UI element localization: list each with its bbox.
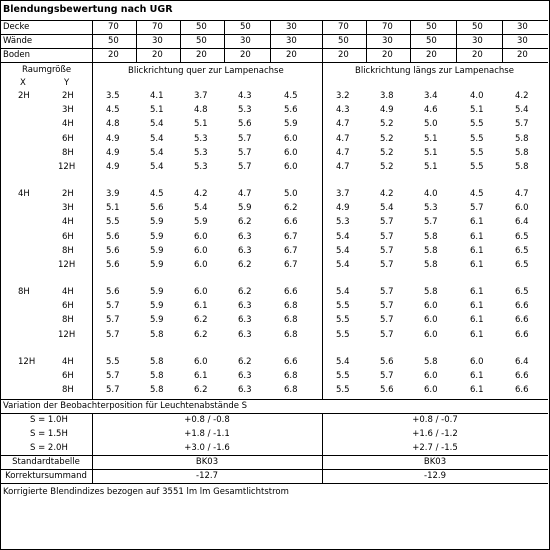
reflectance-value: 20 [196, 50, 207, 60]
x-axis-label: X [20, 78, 26, 88]
reflectance-value: 20 [286, 50, 297, 60]
reflectance-value: 30 [472, 36, 483, 46]
row-y-label: 6H [62, 301, 74, 311]
reflectance-value: 20 [108, 50, 119, 60]
ugr-value: 6.7 [284, 260, 298, 270]
ugr-value: 5.6 [380, 357, 394, 367]
ugr-value: 5.7 [380, 301, 394, 311]
ugr-value: 6.1 [470, 246, 484, 256]
ugr-value: 4.7 [238, 189, 252, 199]
ugr-value: 6.8 [284, 371, 298, 381]
ugr-value: 4.2 [515, 91, 529, 101]
ugr-value: 5.3 [238, 105, 252, 115]
ugr-value: 5.8 [515, 148, 529, 158]
h-rule [0, 62, 548, 63]
ugr-value: 5.3 [336, 217, 350, 227]
row-y-label: 3H [62, 105, 74, 115]
ugr-value: 5.6 [284, 105, 298, 115]
ugr-value: 5.8 [424, 357, 438, 367]
ugr-value: 5.8 [424, 246, 438, 256]
ugr-value: 6.0 [194, 260, 208, 270]
ugr-value: 5.7 [380, 287, 394, 297]
row-y-label: 4H [62, 119, 74, 129]
ugr-value: 4.7 [336, 134, 350, 144]
ugr-value: 6.0 [284, 148, 298, 158]
reflectance-label: Decke [3, 22, 30, 32]
ugr-value: 3.2 [336, 91, 350, 101]
ugr-value: 6.5 [515, 287, 529, 297]
ugr-value: 5.5 [470, 162, 484, 172]
reflectance-value: 30 [382, 36, 393, 46]
h-rule [0, 399, 548, 400]
ugr-value: 5.9 [238, 203, 252, 213]
v-rule [322, 20, 323, 399]
reflectance-value: 50 [196, 36, 207, 46]
v-rule [410, 20, 411, 62]
ugr-value: 5.1 [106, 203, 120, 213]
ugr-value: 5.5 [336, 301, 350, 311]
ugr-value: 6.0 [424, 315, 438, 325]
ugr-value: 5.7 [106, 330, 120, 340]
room-size-label: Raumgröße [22, 65, 72, 75]
direction-along-header: Blickrichtung längs zur Lampenachse [355, 66, 514, 76]
ugr-value: 4.3 [238, 91, 252, 101]
ugr-value: 4.9 [380, 105, 394, 115]
ugr-value: 5.8 [150, 371, 164, 381]
reflectance-value: 20 [338, 50, 349, 60]
ugr-value: 5.3 [194, 134, 208, 144]
ugr-value: 3.9 [106, 189, 120, 199]
ugr-value: 5.7 [238, 148, 252, 158]
ugr-value: 5.7 [380, 217, 394, 227]
ugr-value: 6.0 [194, 287, 208, 297]
ugr-value: 6.5 [515, 246, 529, 256]
ugr-value: 5.7 [515, 119, 529, 129]
ugr-value: 5.7 [380, 371, 394, 381]
ugr-value: 6.0 [194, 246, 208, 256]
ugr-value: 5.7 [424, 217, 438, 227]
ugr-value: 5.8 [424, 260, 438, 270]
ugr-value: 5.3 [194, 162, 208, 172]
v-rule [366, 20, 367, 62]
reflectance-value: 30 [517, 36, 528, 46]
ugr-value: 5.4 [515, 105, 529, 115]
variation-along: +1.6 / -1.2 [412, 429, 458, 439]
reflectance-value: 20 [240, 50, 251, 60]
ugr-value: 5.7 [106, 315, 120, 325]
ugr-value: 6.2 [194, 315, 208, 325]
ugr-value: 6.7 [284, 246, 298, 256]
footnote: Korrigierte Blendindizes bezogen auf 3551 lm lm Gesamtlichtstrom [3, 487, 289, 497]
ugr-value: 5.1 [424, 134, 438, 144]
variation-label: S = 1.5H [30, 429, 68, 439]
ugr-value: 6.1 [470, 260, 484, 270]
ugr-value: 6.1 [470, 287, 484, 297]
row-y-label: 12H [58, 162, 76, 172]
reflectance-value: 50 [426, 36, 437, 46]
reflectance-value: 70 [108, 22, 119, 32]
row-y-label: 4H [62, 287, 74, 297]
ugr-value: 5.7 [470, 203, 484, 213]
ugr-value: 5.4 [194, 203, 208, 213]
h-rule [0, 483, 548, 484]
ugr-value: 6.2 [194, 385, 208, 395]
ugr-value: 5.6 [106, 232, 120, 242]
ugr-value: 6.0 [194, 232, 208, 242]
ugr-value: 5.8 [515, 134, 529, 144]
ugr-value: 5.1 [424, 162, 438, 172]
row-y-label: 6H [62, 232, 74, 242]
group-x-label: 12H [18, 357, 36, 367]
ugr-value: 5.7 [380, 330, 394, 340]
ugr-value: 5.0 [284, 189, 298, 199]
ugr-value: 4.5 [150, 189, 164, 199]
ugr-value: 5.4 [336, 232, 350, 242]
standard-table-label: Standardtabelle [12, 457, 80, 467]
correction-along: -12.9 [424, 471, 446, 481]
ugr-value: 6.0 [424, 301, 438, 311]
ugr-value: 6.1 [470, 217, 484, 227]
ugr-value: 5.2 [380, 119, 394, 129]
ugr-value: 4.7 [336, 162, 350, 172]
ugr-value: 5.1 [150, 105, 164, 115]
ugr-value: 5.7 [380, 246, 394, 256]
ugr-value: 6.5 [515, 232, 529, 242]
h-rule [0, 413, 548, 414]
group-x-label: 4H [18, 189, 30, 199]
ugr-value: 6.3 [238, 315, 252, 325]
ugr-value: 6.1 [470, 301, 484, 311]
variation-title: Variation der Beobachterposition für Leuchtenabstände S [3, 401, 248, 411]
row-y-label: 4H [62, 357, 74, 367]
ugr-value: 4.7 [336, 148, 350, 158]
ugr-value: 5.7 [380, 232, 394, 242]
ugr-value: 6.2 [238, 287, 252, 297]
ugr-value: 5.1 [470, 105, 484, 115]
ugr-value: 5.9 [284, 119, 298, 129]
ugr-value: 5.6 [238, 119, 252, 129]
ugr-value: 5.6 [380, 385, 394, 395]
v-rule [270, 20, 271, 62]
ugr-value: 3.7 [194, 91, 208, 101]
ugr-value: 6.1 [470, 385, 484, 395]
ugr-value: 5.8 [424, 287, 438, 297]
ugr-value: 6.1 [470, 330, 484, 340]
ugr-value: 5.4 [380, 203, 394, 213]
v-rule [224, 20, 225, 62]
ugr-value: 5.8 [150, 357, 164, 367]
ugr-value: 5.0 [424, 119, 438, 129]
row-y-label: 8H [62, 148, 74, 158]
ugr-value: 5.2 [380, 148, 394, 158]
ugr-value: 6.6 [284, 217, 298, 227]
ugr-value: 6.8 [284, 301, 298, 311]
ugr-value: 6.2 [194, 330, 208, 340]
variation-cross: +3.0 / -1.6 [184, 443, 230, 453]
ugr-value: 6.6 [284, 357, 298, 367]
variation-label: S = 2.0H [30, 443, 68, 453]
ugr-value: 6.2 [284, 203, 298, 213]
reflectance-value: 50 [472, 22, 483, 32]
h-rule [0, 48, 548, 49]
ugr-value: 5.6 [106, 246, 120, 256]
ugr-value: 4.2 [194, 189, 208, 199]
ugr-value: 5.6 [106, 287, 120, 297]
ugr-value: 6.6 [515, 371, 529, 381]
ugr-value: 6.8 [284, 315, 298, 325]
ugr-value: 5.2 [380, 134, 394, 144]
ugr-value: 6.3 [238, 232, 252, 242]
ugr-value: 6.6 [284, 287, 298, 297]
row-y-label: 8H [62, 246, 74, 256]
ugr-value: 5.7 [238, 134, 252, 144]
ugr-value: 5.7 [380, 315, 394, 325]
ugr-value: 5.7 [380, 260, 394, 270]
reflectance-label: Boden [3, 50, 31, 60]
ugr-value: 6.0 [424, 371, 438, 381]
row-y-label: 6H [62, 134, 74, 144]
reflectance-value: 70 [152, 22, 163, 32]
reflectance-value: 30 [286, 36, 297, 46]
ugr-value: 4.8 [106, 119, 120, 129]
standard-table-cross: BK03 [195, 457, 219, 467]
ugr-value: 6.4 [515, 217, 529, 227]
ugr-value: 5.9 [150, 246, 164, 256]
ugr-value: 5.9 [150, 217, 164, 227]
ugr-value: 3.4 [424, 91, 438, 101]
ugr-value: 6.1 [470, 232, 484, 242]
reflectance-value: 20 [152, 50, 163, 60]
ugr-value: 6.1 [194, 371, 208, 381]
standard-table-along: BK03 [423, 457, 447, 467]
ugr-value: 4.5 [106, 105, 120, 115]
ugr-value: 5.4 [150, 134, 164, 144]
row-y-label: 6H [62, 371, 74, 381]
ugr-value: 6.1 [470, 371, 484, 381]
ugr-value: 5.9 [150, 260, 164, 270]
ugr-value: 5.8 [150, 385, 164, 395]
reflectance-value: 50 [338, 36, 349, 46]
row-y-label: 12H [58, 330, 76, 340]
row-y-label: 8H [62, 385, 74, 395]
ugr-value: 5.4 [150, 148, 164, 158]
ugr-value: 5.8 [150, 330, 164, 340]
ugr-value: 5.8 [515, 162, 529, 172]
ugr-value: 5.1 [424, 148, 438, 158]
ugr-value: 5.5 [336, 385, 350, 395]
row-y-label: 4H [62, 217, 74, 227]
ugr-value: 6.5 [515, 260, 529, 270]
ugr-value: 5.9 [194, 217, 208, 227]
ugr-value: 6.0 [424, 330, 438, 340]
ugr-value: 6.2 [238, 260, 252, 270]
reflectance-value: 20 [517, 50, 528, 60]
ugr-value: 5.7 [106, 371, 120, 381]
ugr-value: 6.1 [470, 315, 484, 325]
reflectance-value: 20 [382, 50, 393, 60]
ugr-value: 5.5 [106, 357, 120, 367]
ugr-value: 6.0 [194, 357, 208, 367]
correction-label: Korrektursummand [5, 471, 87, 481]
v-rule [180, 20, 181, 62]
ugr-value: 6.3 [238, 371, 252, 381]
variation-label: S = 1.0H [30, 415, 68, 425]
h-rule [0, 455, 548, 456]
ugr-value: 4.2 [380, 189, 394, 199]
correction-cross: -12.7 [196, 471, 218, 481]
ugr-value: 4.7 [515, 189, 529, 199]
ugr-value: 3.7 [336, 189, 350, 199]
ugr-value: 6.0 [515, 203, 529, 213]
ugr-value: 4.9 [106, 148, 120, 158]
variation-along: +2.7 / -1.5 [412, 443, 458, 453]
group-x-label: 2H [18, 91, 30, 101]
reflectance-label: Wände [3, 36, 33, 46]
ugr-value: 4.6 [424, 105, 438, 115]
ugr-value: 4.0 [470, 91, 484, 101]
ugr-value: 5.4 [336, 246, 350, 256]
reflectance-value: 70 [338, 22, 349, 32]
variation-cross: +0.8 / -0.8 [184, 415, 230, 425]
ugr-value: 4.5 [470, 189, 484, 199]
ugr-value: 6.2 [238, 357, 252, 367]
ugr-value: 4.8 [194, 105, 208, 115]
ugr-value: 5.3 [194, 148, 208, 158]
ugr-value: 5.5 [336, 315, 350, 325]
v-rule [92, 20, 93, 399]
ugr-value: 5.3 [424, 203, 438, 213]
ugr-value: 6.1 [194, 301, 208, 311]
h-rule [0, 34, 548, 35]
ugr-value: 6.2 [238, 217, 252, 227]
ugr-value: 5.4 [150, 119, 164, 129]
reflectance-value: 30 [240, 36, 251, 46]
ugr-value: 6.6 [515, 301, 529, 311]
group-x-label: 8H [18, 287, 30, 297]
ugr-value: 6.4 [515, 357, 529, 367]
ugr-value: 5.5 [336, 371, 350, 381]
variation-cross: +1.8 / -1.1 [184, 429, 230, 439]
ugr-value: 4.3 [336, 105, 350, 115]
ugr-value: 4.5 [284, 91, 298, 101]
direction-cross-header: Blickrichtung quer zur Lampenachse [128, 66, 284, 76]
v-rule [136, 20, 137, 62]
ugr-value: 4.7 [336, 119, 350, 129]
ugr-value: 5.7 [106, 301, 120, 311]
ugr-value: 6.6 [515, 315, 529, 325]
v-rule [502, 20, 503, 62]
ugr-value: 5.7 [106, 385, 120, 395]
reflectance-value: 20 [426, 50, 437, 60]
reflectance-value: 30 [517, 22, 528, 32]
ugr-value: 6.8 [284, 385, 298, 395]
ugr-value: 5.8 [424, 232, 438, 242]
ugr-value: 3.5 [106, 91, 120, 101]
ugr-value: 6.0 [284, 162, 298, 172]
ugr-value: 5.9 [150, 301, 164, 311]
ugr-value: 5.1 [194, 119, 208, 129]
ugr-value: 4.1 [150, 91, 164, 101]
ugr-value: 5.7 [238, 162, 252, 172]
ugr-value: 6.0 [284, 134, 298, 144]
ugr-value: 5.5 [470, 134, 484, 144]
reflectance-value: 50 [196, 22, 207, 32]
row-y-label: 8H [62, 315, 74, 325]
row-y-label: 2H [62, 189, 74, 199]
h-rule [0, 20, 548, 21]
y-axis-label: Y [64, 78, 70, 88]
reflectance-value: 50 [426, 22, 437, 32]
h-rule [0, 469, 548, 470]
ugr-value: 6.8 [284, 330, 298, 340]
ugr-value: 5.4 [150, 162, 164, 172]
reflectance-value: 20 [472, 50, 483, 60]
ugr-value: 6.7 [284, 232, 298, 242]
ugr-value: 6.6 [515, 385, 529, 395]
ugr-value: 6.6 [515, 330, 529, 340]
ugr-value: 5.9 [150, 287, 164, 297]
variation-along: +0.8 / -0.7 [412, 415, 458, 425]
ugr-value: 5.9 [150, 232, 164, 242]
ugr-value: 6.0 [470, 357, 484, 367]
ugr-value: 4.9 [336, 203, 350, 213]
ugr-value: 6.0 [424, 385, 438, 395]
ugr-value: 4.9 [106, 162, 120, 172]
ugr-value: 5.4 [336, 260, 350, 270]
v-rule [456, 20, 457, 62]
ugr-value: 5.4 [336, 357, 350, 367]
ugr-value: 5.4 [336, 287, 350, 297]
ugr-value: 6.3 [238, 385, 252, 395]
ugr-value: 5.2 [380, 162, 394, 172]
reflectance-value: 30 [152, 36, 163, 46]
ugr-value: 5.9 [150, 315, 164, 325]
reflectance-value: 50 [108, 36, 119, 46]
ugr-value: 6.3 [238, 301, 252, 311]
row-y-label: 3H [62, 203, 74, 213]
ugr-value: 5.5 [336, 330, 350, 340]
ugr-value: 3.8 [380, 91, 394, 101]
row-y-label: 2H [62, 91, 74, 101]
ugr-value: 6.3 [238, 330, 252, 340]
reflectance-value: 50 [240, 22, 251, 32]
ugr-value: 5.5 [470, 148, 484, 158]
ugr-value: 4.9 [106, 134, 120, 144]
reflectance-value: 30 [286, 22, 297, 32]
ugr-value: 4.0 [424, 189, 438, 199]
ugr-value: 5.5 [106, 217, 120, 227]
ugr-value: 5.5 [470, 119, 484, 129]
ugr-value: 6.3 [238, 246, 252, 256]
row-y-label: 12H [58, 260, 76, 270]
ugr-value: 5.6 [106, 260, 120, 270]
reflectance-value: 70 [382, 22, 393, 32]
ugr-value: 5.6 [150, 203, 164, 213]
table-title: Blendungsbewertung nach UGR [3, 4, 173, 15]
